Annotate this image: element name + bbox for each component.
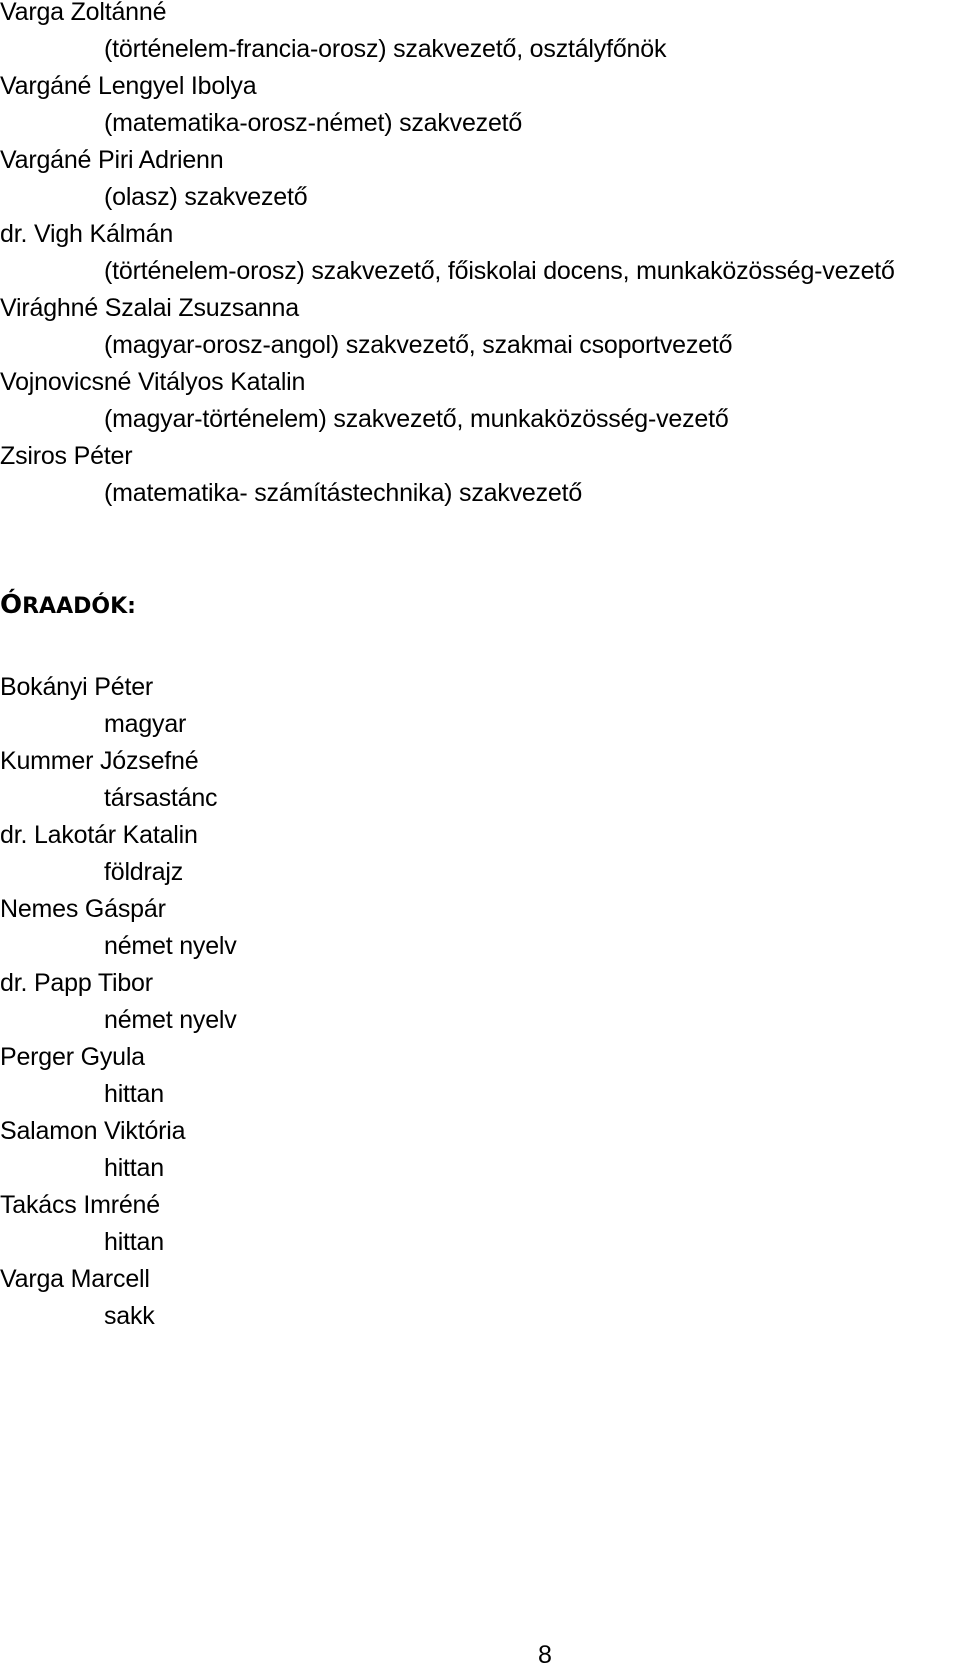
teacher-list (0, 0, 930, 512)
guest-teacher-list (0, 669, 930, 1335)
guest-teacher-name: Nemes Gáspár (0, 895, 166, 923)
teacher-role: (matematika-orosz-német) szakvezető (104, 109, 523, 137)
section-heading-initial: Ó (0, 590, 23, 620)
guest-teacher-subject: sakk (104, 1302, 155, 1330)
teacher-name: Varga Zoltánné (0, 0, 167, 26)
guest-teacher-name: Bokányi Péter (0, 673, 154, 701)
guest-teacher-name: Takács Imréné (0, 1191, 160, 1219)
teacher-name: Vojnovicsné Vitályos Katalin (0, 368, 306, 396)
guest-teacher-subject: hittan (104, 1228, 164, 1256)
teacher-name: dr. Vigh Kálmán (0, 220, 174, 248)
section-heading-rest: RAADÓK: (22, 594, 136, 619)
teacher-role: (történelem-francia-orosz) szakvezető, osztályfőnök (104, 35, 667, 63)
guest-teacher-subject: német nyelv (104, 1006, 237, 1034)
guest-teacher-subject: társastánc (104, 784, 218, 812)
guest-teacher-name: Salamon Viktória (0, 1117, 186, 1145)
guest-teacher-name: Kummer Józsefné (0, 747, 199, 775)
teacher-name: Vargáné Lengyel Ibolya (0, 72, 257, 100)
guest-teacher-name: dr. Papp Tibor (0, 969, 153, 997)
guest-teacher-subject: hittan (104, 1080, 164, 1108)
teacher-role: (történelem-orosz) szakvezető, főiskolai docens, munkaközösség-vezető (104, 257, 895, 285)
teacher-role: (olasz) szakvezető (104, 183, 308, 211)
teacher-role: (magyar-orosz-angol) szakvezető, szakmai csoportvezető (104, 331, 733, 359)
guest-teacher-name: dr. Lakotár Katalin (0, 821, 198, 849)
guest-teacher-subject: német nyelv (104, 932, 237, 960)
guest-teacher-subject: hittan (104, 1154, 164, 1182)
guest-teacher-name: Perger Gyula (0, 1043, 145, 1071)
teacher-name: Vargáné Piri Adrienn (0, 146, 224, 174)
guest-teacher-name: Varga Marcell (0, 1265, 150, 1293)
teacher-role: (magyar-történelem) szakvezető, munkaközösség-vezető (104, 405, 729, 433)
section-heading (0, 590, 136, 622)
teacher-role: (matematika- számítástechnika) szakvezető (104, 479, 583, 507)
guest-teacher-subject: magyar (104, 710, 187, 738)
guest-teacher-subject: földrajz (104, 858, 183, 886)
page-number: 8 (538, 1641, 552, 1669)
teacher-name: Virághné Szalai Zsuzsanna (0, 294, 299, 322)
teacher-name: Zsiros Péter (0, 442, 133, 470)
